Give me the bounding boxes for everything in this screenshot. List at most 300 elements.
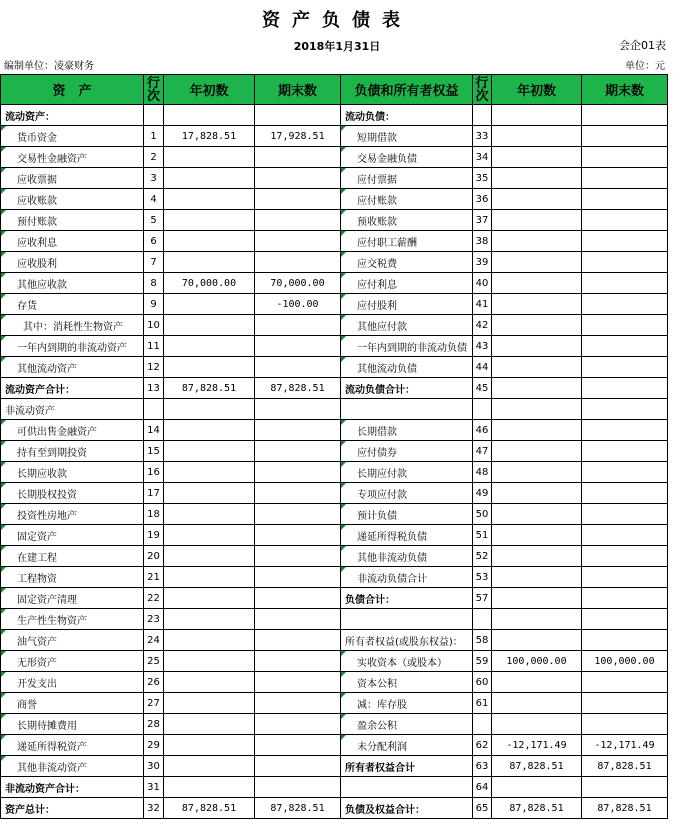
liability-begin-cell[interactable] — [492, 546, 582, 567]
asset-begin-cell[interactable] — [164, 147, 255, 168]
asset-end-cell[interactable] — [255, 546, 341, 567]
asset-line-cell[interactable]: 14 — [144, 420, 164, 441]
liability-name-cell[interactable]: 应付票据 — [341, 168, 473, 189]
asset-line-cell[interactable] — [144, 105, 164, 126]
liability-begin-cell[interactable] — [492, 525, 582, 546]
col-header-line-2[interactable]: 行次 — [473, 75, 492, 105]
liability-line-cell[interactable]: 49 — [473, 483, 492, 504]
asset-line-cell[interactable]: 26 — [144, 672, 164, 693]
liability-line-cell[interactable] — [473, 399, 492, 420]
asset-name-cell[interactable]: 货币资金 — [1, 126, 144, 147]
liability-end-cell[interactable] — [582, 567, 668, 588]
asset-begin-cell[interactable] — [164, 588, 255, 609]
liability-begin-cell[interactable] — [492, 252, 582, 273]
asset-name-cell[interactable]: 流动资产合计： — [1, 378, 144, 399]
asset-line-cell[interactable]: 30 — [144, 756, 164, 777]
asset-end-cell[interactable] — [255, 252, 341, 273]
liability-end-cell[interactable] — [582, 126, 668, 147]
liability-end-cell[interactable] — [582, 462, 668, 483]
liability-name-cell[interactable]: 应付账款 — [341, 189, 473, 210]
asset-name-cell[interactable]: 长期应收款 — [1, 462, 144, 483]
asset-end-cell[interactable] — [255, 147, 341, 168]
liability-line-cell[interactable]: 62 — [473, 735, 492, 756]
liability-end-cell[interactable] — [582, 630, 668, 651]
liability-name-cell[interactable]: 所有者权益合计 — [341, 756, 473, 777]
table-row — [1, 567, 668, 588]
asset-name-cell[interactable]: 应收股利 — [1, 252, 144, 273]
asset-end-cell[interactable] — [255, 651, 341, 672]
liability-end-cell[interactable]: 100,000.00 — [582, 651, 668, 672]
liability-end-cell[interactable] — [582, 546, 668, 567]
liability-line-cell[interactable]: 38 — [473, 231, 492, 252]
asset-end-cell[interactable] — [255, 420, 341, 441]
asset-line-cell[interactable]: 4 — [144, 189, 164, 210]
balance-sheet-table — [0, 74, 668, 819]
liability-line-cell[interactable]: 39 — [473, 252, 492, 273]
liability-name-cell[interactable]: 盈余公积 — [341, 714, 473, 735]
liability-line-cell[interactable]: 34 — [473, 147, 492, 168]
form-number: 会企01表 — [619, 39, 666, 52]
asset-line-cell[interactable]: 20 — [144, 546, 164, 567]
liability-begin-cell[interactable] — [492, 168, 582, 189]
liability-name-cell[interactable]: 减：库存股 — [341, 693, 473, 714]
asset-line-cell[interactable]: 32 — [144, 798, 164, 819]
liability-end-cell[interactable] — [582, 672, 668, 693]
liability-begin-cell[interactable] — [492, 609, 582, 630]
liability-line-cell[interactable]: 40 — [473, 273, 492, 294]
liability-name-cell[interactable]: 未分配利润 — [341, 735, 473, 756]
liability-end-cell[interactable] — [582, 609, 668, 630]
asset-name-cell[interactable]: 持有至到期投资 — [1, 441, 144, 462]
liability-end-cell[interactable] — [582, 315, 668, 336]
col-header-liabilities[interactable]: 负债和所有者权益 — [341, 75, 473, 105]
asset-name-cell[interactable]: 其他非流动资产 — [1, 756, 144, 777]
asset-end-cell[interactable]: 17,928.51 — [255, 126, 341, 147]
asset-line-cell[interactable]: 29 — [144, 735, 164, 756]
asset-line-cell[interactable] — [144, 399, 164, 420]
liability-name-cell[interactable]: 应付职工薪酬 — [341, 231, 473, 252]
liability-end-cell[interactable]: 87,828.51 — [582, 756, 668, 777]
liability-line-cell[interactable]: 50 — [473, 504, 492, 525]
asset-begin-cell[interactable] — [164, 336, 255, 357]
liability-begin-cell[interactable] — [492, 504, 582, 525]
asset-line-cell[interactable]: 6 — [144, 231, 164, 252]
asset-begin-cell[interactable] — [164, 420, 255, 441]
asset-name-cell[interactable]: 工程物资 — [1, 567, 144, 588]
asset-end-cell[interactable] — [255, 714, 341, 735]
asset-begin-cell[interactable] — [164, 105, 255, 126]
asset-name-cell[interactable]: 固定资产 — [1, 525, 144, 546]
liability-end-cell[interactable] — [582, 147, 668, 168]
preparing-entity: 编制单位：凌豪财务 — [4, 61, 94, 72]
asset-end-cell[interactable] — [255, 210, 341, 231]
table-row — [1, 756, 668, 777]
asset-begin-cell[interactable] — [164, 399, 255, 420]
liability-name-cell[interactable]: 其他流动负债 — [341, 357, 473, 378]
col-header-begin[interactable]: 年初数 — [164, 75, 255, 105]
liability-begin-cell[interactable] — [492, 567, 582, 588]
asset-end-cell[interactable] — [255, 189, 341, 210]
liability-name-cell[interactable]: 预收账款 — [341, 210, 473, 231]
table-row — [1, 483, 668, 504]
liability-name-cell[interactable]: 非流动负债合计 — [341, 567, 473, 588]
asset-end-cell[interactable]: 87,828.51 — [255, 378, 341, 399]
asset-name-cell[interactable]: 其他流动资产 — [1, 357, 144, 378]
liability-begin-cell[interactable] — [492, 399, 582, 420]
asset-name-cell[interactable]: 商誉 — [1, 693, 144, 714]
liability-name-cell[interactable]: 一年内到期的非流动负债 — [341, 336, 473, 357]
asset-begin-cell[interactable]: 70,000.00 — [164, 273, 255, 294]
asset-end-cell[interactable] — [255, 168, 341, 189]
liability-begin-cell[interactable] — [492, 588, 582, 609]
liability-end-cell[interactable] — [582, 399, 668, 420]
asset-line-cell[interactable]: 17 — [144, 483, 164, 504]
liability-name-cell[interactable]: 短期借款 — [341, 126, 473, 147]
asset-name-cell[interactable]: 在建工程 — [1, 546, 144, 567]
asset-name-cell[interactable]: 生产性生物资产 — [1, 609, 144, 630]
col-header-line[interactable]: 行次 — [144, 75, 164, 105]
asset-end-cell[interactable] — [255, 231, 341, 252]
liability-end-cell[interactable] — [582, 420, 668, 441]
liability-line-cell[interactable]: 65 — [473, 798, 492, 819]
asset-name-cell[interactable]: 油气资产 — [1, 630, 144, 651]
asset-begin-cell[interactable] — [164, 168, 255, 189]
liability-end-cell[interactable] — [582, 693, 668, 714]
liability-line-cell[interactable] — [473, 609, 492, 630]
asset-end-cell[interactable] — [255, 630, 341, 651]
asset-begin-cell[interactable]: 87,828.51 — [164, 798, 255, 819]
asset-line-cell[interactable]: 3 — [144, 168, 164, 189]
liability-end-cell[interactable] — [582, 357, 668, 378]
liability-begin-cell[interactable]: -12,171.49 — [492, 735, 582, 756]
asset-begin-cell[interactable] — [164, 210, 255, 231]
liability-line-cell[interactable]: 43 — [473, 336, 492, 357]
table-row — [1, 210, 668, 231]
header-row — [1, 75, 668, 105]
liability-end-cell[interactable] — [582, 294, 668, 315]
liability-begin-cell[interactable] — [492, 105, 582, 126]
liability-line-cell[interactable]: 33 — [473, 126, 492, 147]
liability-end-cell[interactable] — [582, 714, 668, 735]
asset-begin-cell[interactable] — [164, 189, 255, 210]
report-date: 2018年1月31日 — [293, 40, 381, 53]
asset-line-cell[interactable]: 19 — [144, 525, 164, 546]
liability-begin-cell[interactable] — [492, 672, 582, 693]
asset-begin-cell[interactable] — [164, 357, 255, 378]
col-header-begin-2[interactable]: 年初数 — [492, 75, 582, 105]
asset-begin-cell[interactable] — [164, 525, 255, 546]
asset-end-cell[interactable] — [255, 525, 341, 546]
liability-line-cell[interactable]: 57 — [473, 588, 492, 609]
liability-end-cell[interactable] — [582, 231, 668, 252]
liability-end-cell[interactable]: -12,171.49 — [582, 735, 668, 756]
asset-begin-cell[interactable] — [164, 462, 255, 483]
asset-name-cell[interactable]: 递延所得税资产 — [1, 735, 144, 756]
asset-end-cell[interactable] — [255, 315, 341, 336]
liability-begin-cell[interactable] — [492, 378, 582, 399]
col-header-end[interactable]: 期末数 — [255, 75, 341, 105]
liability-line-cell[interactable]: 64 — [473, 777, 492, 798]
asset-line-cell[interactable]: 2 — [144, 147, 164, 168]
asset-begin-cell[interactable]: 87,828.51 — [164, 378, 255, 399]
liability-begin-cell[interactable] — [492, 714, 582, 735]
asset-line-cell[interactable]: 18 — [144, 504, 164, 525]
asset-name-cell[interactable]: 非流动资产合计： — [1, 777, 144, 798]
liability-begin-cell[interactable] — [492, 483, 582, 504]
asset-end-cell[interactable]: 70,000.00 — [255, 273, 341, 294]
asset-line-cell[interactable]: 11 — [144, 336, 164, 357]
liability-end-cell[interactable]: 87,828.51 — [582, 798, 668, 819]
liability-name-cell[interactable] — [341, 777, 473, 798]
liability-line-cell[interactable]: 63 — [473, 756, 492, 777]
asset-begin-cell[interactable] — [164, 693, 255, 714]
liability-begin-cell[interactable]: 87,828.51 — [492, 756, 582, 777]
liability-name-cell[interactable]: 其他非流动负债 — [341, 546, 473, 567]
table-row — [1, 357, 668, 378]
col-header-asset[interactable]: 资 产 — [1, 75, 144, 105]
asset-end-cell[interactable] — [255, 462, 341, 483]
asset-line-cell[interactable]: 8 — [144, 273, 164, 294]
liability-end-cell[interactable] — [582, 273, 668, 294]
asset-name-cell[interactable]: 长期待摊费用 — [1, 714, 144, 735]
asset-name-cell[interactable]: 无形资产 — [1, 651, 144, 672]
asset-end-cell[interactable]: -100.00 — [255, 294, 341, 315]
asset-line-cell[interactable]: 10 — [144, 315, 164, 336]
liability-name-cell[interactable]: 所有者权益(或股东权益)： — [341, 630, 473, 651]
liability-begin-cell[interactable] — [492, 189, 582, 210]
asset-begin-cell[interactable] — [164, 252, 255, 273]
liability-line-cell[interactable]: 58 — [473, 630, 492, 651]
asset-line-cell[interactable]: 16 — [144, 462, 164, 483]
liability-name-cell[interactable]: 应付利息 — [341, 273, 473, 294]
liability-begin-cell[interactable] — [492, 210, 582, 231]
table-row — [1, 168, 668, 189]
table-row — [1, 504, 668, 525]
liability-begin-cell[interactable] — [492, 315, 582, 336]
asset-end-cell[interactable] — [255, 693, 341, 714]
table-row — [1, 147, 668, 168]
liability-line-cell[interactable]: 36 — [473, 189, 492, 210]
liability-name-cell[interactable]: 其他应付款 — [341, 315, 473, 336]
table-row — [1, 273, 668, 294]
asset-begin-cell[interactable] — [164, 294, 255, 315]
liability-name-cell[interactable]: 交易金融负债 — [341, 147, 473, 168]
asset-name-cell[interactable]: 交易性金融资产 — [1, 147, 144, 168]
asset-name-cell[interactable]: 长期股权投资 — [1, 483, 144, 504]
liability-name-cell[interactable]: 预计负债 — [341, 504, 473, 525]
liability-line-cell[interactable]: 42 — [473, 315, 492, 336]
table-row — [1, 777, 668, 798]
asset-name-cell[interactable]: 可供出售金融资产 — [1, 420, 144, 441]
liability-end-cell[interactable] — [582, 483, 668, 504]
liability-end-cell[interactable] — [582, 588, 668, 609]
liability-begin-cell[interactable] — [492, 777, 582, 798]
asset-begin-cell[interactable] — [164, 483, 255, 504]
liability-begin-cell[interactable] — [492, 357, 582, 378]
asset-end-cell[interactable] — [255, 672, 341, 693]
asset-name-cell[interactable]: 资产总计： — [1, 798, 144, 819]
asset-begin-cell[interactable] — [164, 567, 255, 588]
asset-line-cell[interactable]: 7 — [144, 252, 164, 273]
asset-line-cell[interactable]: 23 — [144, 609, 164, 630]
liability-end-cell[interactable] — [582, 336, 668, 357]
asset-line-cell[interactable]: 25 — [144, 651, 164, 672]
liability-name-cell[interactable] — [341, 609, 473, 630]
liability-line-cell[interactable]: 52 — [473, 546, 492, 567]
liability-line-cell[interactable] — [473, 105, 492, 126]
asset-line-cell[interactable]: 13 — [144, 378, 164, 399]
asset-begin-cell[interactable] — [164, 777, 255, 798]
col-header-end-2[interactable]: 期末数 — [582, 75, 668, 105]
liability-begin-cell[interactable] — [492, 441, 582, 462]
asset-line-cell[interactable]: 5 — [144, 210, 164, 231]
liability-end-cell[interactable] — [582, 441, 668, 462]
asset-line-cell[interactable]: 24 — [144, 630, 164, 651]
asset-end-cell[interactable] — [255, 336, 341, 357]
liability-begin-cell[interactable] — [492, 630, 582, 651]
asset-begin-cell[interactable] — [164, 735, 255, 756]
liability-name-cell[interactable]: 长期应付款 — [341, 462, 473, 483]
liability-name-cell[interactable]: 应交税费 — [341, 252, 473, 273]
asset-end-cell[interactable]: 87,828.51 — [255, 798, 341, 819]
liability-line-cell[interactable]: 44 — [473, 357, 492, 378]
asset-line-cell[interactable]: 22 — [144, 588, 164, 609]
asset-end-cell[interactable] — [255, 504, 341, 525]
liability-line-cell[interactable]: 35 — [473, 168, 492, 189]
asset-line-cell[interactable]: 15 — [144, 441, 164, 462]
liability-begin-cell[interactable] — [492, 336, 582, 357]
liability-name-cell[interactable]: 专项应付款 — [341, 483, 473, 504]
asset-line-cell[interactable]: 27 — [144, 693, 164, 714]
table-row — [1, 105, 668, 126]
liability-name-cell[interactable]: 流动负债合计： — [341, 378, 473, 399]
asset-end-cell[interactable] — [255, 105, 341, 126]
asset-line-cell[interactable]: 12 — [144, 357, 164, 378]
liability-name-cell[interactable]: 负债及权益合计： — [341, 798, 473, 819]
liability-name-cell[interactable]: 应付股利 — [341, 294, 473, 315]
liability-begin-cell[interactable]: 100,000.00 — [492, 651, 582, 672]
liability-line-cell[interactable]: 45 — [473, 378, 492, 399]
liability-line-cell[interactable]: 59 — [473, 651, 492, 672]
liability-begin-cell[interactable] — [492, 294, 582, 315]
asset-begin-cell[interactable] — [164, 672, 255, 693]
liability-end-cell[interactable] — [582, 168, 668, 189]
asset-line-cell[interactable]: 9 — [144, 294, 164, 315]
liability-line-cell[interactable]: 37 — [473, 210, 492, 231]
liability-name-cell[interactable]: 长期借款 — [341, 420, 473, 441]
asset-begin-cell[interactable] — [164, 630, 255, 651]
asset-name-cell[interactable]: 预付账款 — [1, 210, 144, 231]
liability-name-cell[interactable] — [341, 399, 473, 420]
asset-name-cell[interactable]: 非流动资产 — [1, 399, 144, 420]
asset-name-cell[interactable]: 存货 — [1, 294, 144, 315]
asset-end-cell[interactable] — [255, 609, 341, 630]
asset-begin-cell[interactable]: 17,828.51 — [164, 126, 255, 147]
table-row — [1, 441, 668, 462]
liability-end-cell[interactable] — [582, 504, 668, 525]
asset-line-cell[interactable]: 28 — [144, 714, 164, 735]
liability-begin-cell[interactable] — [492, 231, 582, 252]
asset-begin-cell[interactable] — [164, 756, 255, 777]
liability-begin-cell[interactable] — [492, 126, 582, 147]
table-row — [1, 630, 668, 651]
liability-line-cell[interactable]: 46 — [473, 420, 492, 441]
liability-name-cell[interactable]: 流动负债： — [341, 105, 473, 126]
asset-begin-cell[interactable] — [164, 441, 255, 462]
liability-end-cell[interactable] — [582, 525, 668, 546]
liability-name-cell[interactable]: 实收资本（或股本） — [341, 651, 473, 672]
asset-line-cell[interactable]: 31 — [144, 777, 164, 798]
liability-begin-cell[interactable] — [492, 273, 582, 294]
asset-begin-cell[interactable] — [164, 546, 255, 567]
asset-begin-cell[interactable] — [164, 609, 255, 630]
liability-end-cell[interactable] — [582, 378, 668, 399]
liability-begin-cell[interactable] — [492, 420, 582, 441]
liability-line-cell[interactable]: 48 — [473, 462, 492, 483]
asset-line-cell[interactable]: 21 — [144, 567, 164, 588]
asset-begin-cell[interactable] — [164, 231, 255, 252]
liability-begin-cell[interactable]: 87,828.51 — [492, 798, 582, 819]
asset-name-cell[interactable]: 其中：消耗性生物资产 — [1, 315, 144, 336]
asset-name-cell[interactable]: 应收票据 — [1, 168, 144, 189]
asset-name-cell[interactable]: 开发支出 — [1, 672, 144, 693]
liability-end-cell[interactable] — [582, 252, 668, 273]
liability-line-cell[interactable]: 41 — [473, 294, 492, 315]
asset-begin-cell[interactable] — [164, 504, 255, 525]
liability-line-cell[interactable]: 60 — [473, 672, 492, 693]
liability-line-cell[interactable] — [473, 714, 492, 735]
liability-end-cell[interactable] — [582, 105, 668, 126]
asset-line-cell[interactable]: 1 — [144, 126, 164, 147]
asset-name-cell[interactable]: 一年内到期的非流动资产 — [1, 336, 144, 357]
liability-name-cell[interactable]: 负债合计： — [341, 588, 473, 609]
liability-name-cell[interactable]: 应付债券 — [341, 441, 473, 462]
asset-begin-cell[interactable] — [164, 315, 255, 336]
asset-end-cell[interactable] — [255, 567, 341, 588]
liability-line-cell[interactable]: 53 — [473, 567, 492, 588]
asset-name-cell[interactable]: 应收账款 — [1, 189, 144, 210]
asset-end-cell[interactable] — [255, 735, 341, 756]
liability-end-cell[interactable] — [582, 189, 668, 210]
asset-begin-cell[interactable] — [164, 651, 255, 672]
liability-end-cell[interactable] — [582, 210, 668, 231]
table-row — [1, 798, 668, 819]
asset-name-cell[interactable]: 固定资产清理 — [1, 588, 144, 609]
asset-end-cell[interactable] — [255, 756, 341, 777]
liability-begin-cell[interactable] — [492, 693, 582, 714]
asset-name-cell[interactable]: 流动资产： — [1, 105, 144, 126]
asset-end-cell[interactable] — [255, 588, 341, 609]
liability-name-cell[interactable]: 资本公积 — [341, 672, 473, 693]
liability-begin-cell[interactable] — [492, 462, 582, 483]
asset-end-cell[interactable] — [255, 441, 341, 462]
asset-end-cell[interactable] — [255, 357, 341, 378]
liability-line-cell[interactable]: 61 — [473, 693, 492, 714]
asset-name-cell[interactable]: 投资性房地产 — [1, 504, 144, 525]
asset-name-cell[interactable]: 其他应收款 — [1, 273, 144, 294]
asset-end-cell[interactable] — [255, 483, 341, 504]
liability-begin-cell[interactable] — [492, 147, 582, 168]
liability-name-cell[interactable]: 递延所得税负债 — [341, 525, 473, 546]
asset-end-cell[interactable] — [255, 777, 341, 798]
liability-end-cell[interactable] — [582, 777, 668, 798]
liability-line-cell[interactable]: 51 — [473, 525, 492, 546]
liability-line-cell[interactable]: 47 — [473, 441, 492, 462]
asset-end-cell[interactable] — [255, 399, 341, 420]
asset-name-cell[interactable]: 应收利息 — [1, 231, 144, 252]
asset-begin-cell[interactable] — [164, 714, 255, 735]
table-row — [1, 399, 668, 420]
